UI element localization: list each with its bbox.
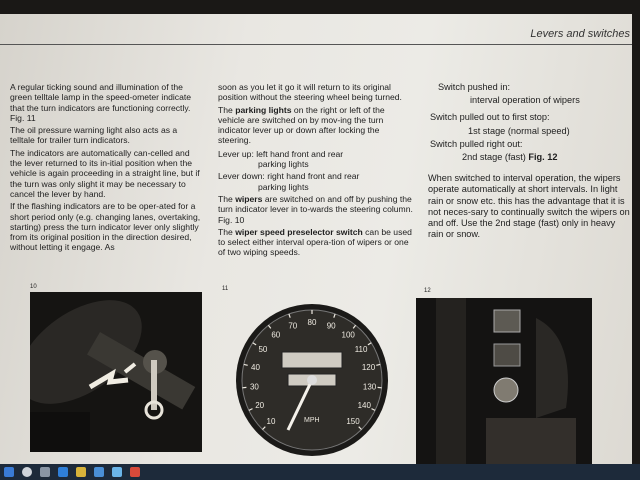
- speedo-tick-label: 90: [326, 321, 336, 331]
- speedo-tick-label: 130: [362, 382, 377, 392]
- switch-line: Switch pushed in:: [438, 82, 511, 92]
- speedometer-drawing: [232, 302, 392, 458]
- monitor-top-bezel: [0, 0, 640, 14]
- monitor-right-bezel: [632, 14, 640, 480]
- lever-photo-drawing: [30, 292, 202, 452]
- bold-term: parking lights: [235, 104, 292, 115]
- paragraph: soon as you let it go it will return to its original position without the steering wheel being turned.: [218, 82, 402, 103]
- lever-down-line: Lever down: right hand front and rear: [218, 171, 360, 182]
- folder-icon[interactable]: [76, 467, 86, 477]
- speedo-tick-label: 60: [271, 330, 281, 340]
- browser-icon[interactable]: [58, 467, 68, 477]
- speedo-tick-label: 110: [354, 345, 368, 355]
- switch-photo-drawing: [416, 298, 592, 466]
- speedo-tick-label: 80: [307, 318, 317, 327]
- header-rule: [0, 44, 640, 45]
- paragraph: The wipers are switched on and off by pushing the turn indicator lever in to-wards the steering column. Fig. 10: [218, 193, 413, 225]
- speedo-tick-label: 120: [361, 363, 376, 373]
- figure-number: 12: [424, 288, 431, 294]
- column-2: [218, 82, 413, 260]
- switch-line: Switch pulled out to first stop:: [430, 112, 550, 123]
- switch-line: Switch pulled right out:: [430, 138, 523, 149]
- column-1: [10, 82, 202, 255]
- bold-term: wipers: [235, 193, 263, 204]
- figure-11-speedometer: [232, 302, 392, 458]
- speedo-tick-label: 20: [255, 401, 265, 411]
- speedo-unit-label: MPH: [304, 417, 320, 424]
- lever-up-detail: parking lights: [258, 159, 309, 170]
- figure-10-lever-photo: [30, 292, 202, 452]
- paragraph: A regular ticking sound and illumination of the green telltale lamp in the speed-ometer indicate that the turn indicators are functioning correctly. Fig. 11: [10, 82, 192, 123]
- speedo-tick-label: 30: [249, 382, 259, 392]
- task-view-icon[interactable]: [40, 467, 50, 477]
- lever-down-detail: parking lights: [258, 181, 309, 192]
- paragraph: The parking lights on the right or left of the vehicle are switched on by mov-ing the turn indicator lever up or down after locking the steering.: [218, 104, 385, 146]
- switch-detail: 1st stage (normal speed): [468, 125, 570, 136]
- store-icon[interactable]: [112, 467, 122, 477]
- speedo-tick-label: 10: [266, 417, 276, 426]
- mail-icon[interactable]: [94, 467, 104, 477]
- speedo-tick-label: 50: [258, 345, 268, 355]
- speedo-tick-label: 70: [288, 321, 298, 331]
- paragraph: The indicators are automatically can-celled and the lever returned to its in-itial position when the vehicle is again proceeding in a straight line, but if the turn was only slight it may be necessary to cancel the lever by hand.: [10, 147, 200, 199]
- paragraph: If the flashing indicators are to be oper-ated for a short period only (e.g. changing lanes, overtaking, starting) press the turn indicator lever only slightly from its original position in the direction desired, without letting it engage. As: [10, 201, 201, 253]
- os-taskbar: [0, 464, 640, 480]
- column-3: [428, 82, 632, 242]
- lever-up-line: Lever up: left hand front and rear: [218, 148, 344, 159]
- app-icon[interactable]: [130, 467, 140, 477]
- speedo-tick-label: 140: [357, 401, 371, 411]
- start-icon[interactable]: [4, 467, 14, 477]
- running-head: Levers and switches: [530, 28, 630, 40]
- figure-12-switch-photo: [416, 298, 592, 466]
- bold-term: wiper speed preselector switch: [235, 226, 363, 237]
- paragraph: The wiper speed preselector switch can be used to select either interval opera-tion of wipers or one of two wiping speeds.: [218, 226, 412, 258]
- paragraph: When switched to interval operation, the wipers operate automatically at short intervals. In light rain or snow etc. this has the advantage that it is not neces-sary to continually switch the wipers on and off. Use the 2nd stage (fast) only in heavy rain or snow.: [428, 173, 630, 240]
- paragraph: The oil pressure warning light also acts as a telltale for trailer turn indicators.: [10, 125, 178, 146]
- switch-detail: 2nd stage (fast) Fig. 12: [462, 152, 558, 163]
- switch-detail: interval operation of wipers: [470, 95, 580, 106]
- speedo-tick-label: 150: [346, 417, 360, 426]
- figure-number: 10: [30, 284, 37, 290]
- figure-number: 11: [222, 286, 229, 292]
- speedo-tick-label: 100: [341, 330, 355, 340]
- speedo-tick-label: 40: [251, 363, 260, 373]
- search-icon[interactable]: [22, 467, 32, 477]
